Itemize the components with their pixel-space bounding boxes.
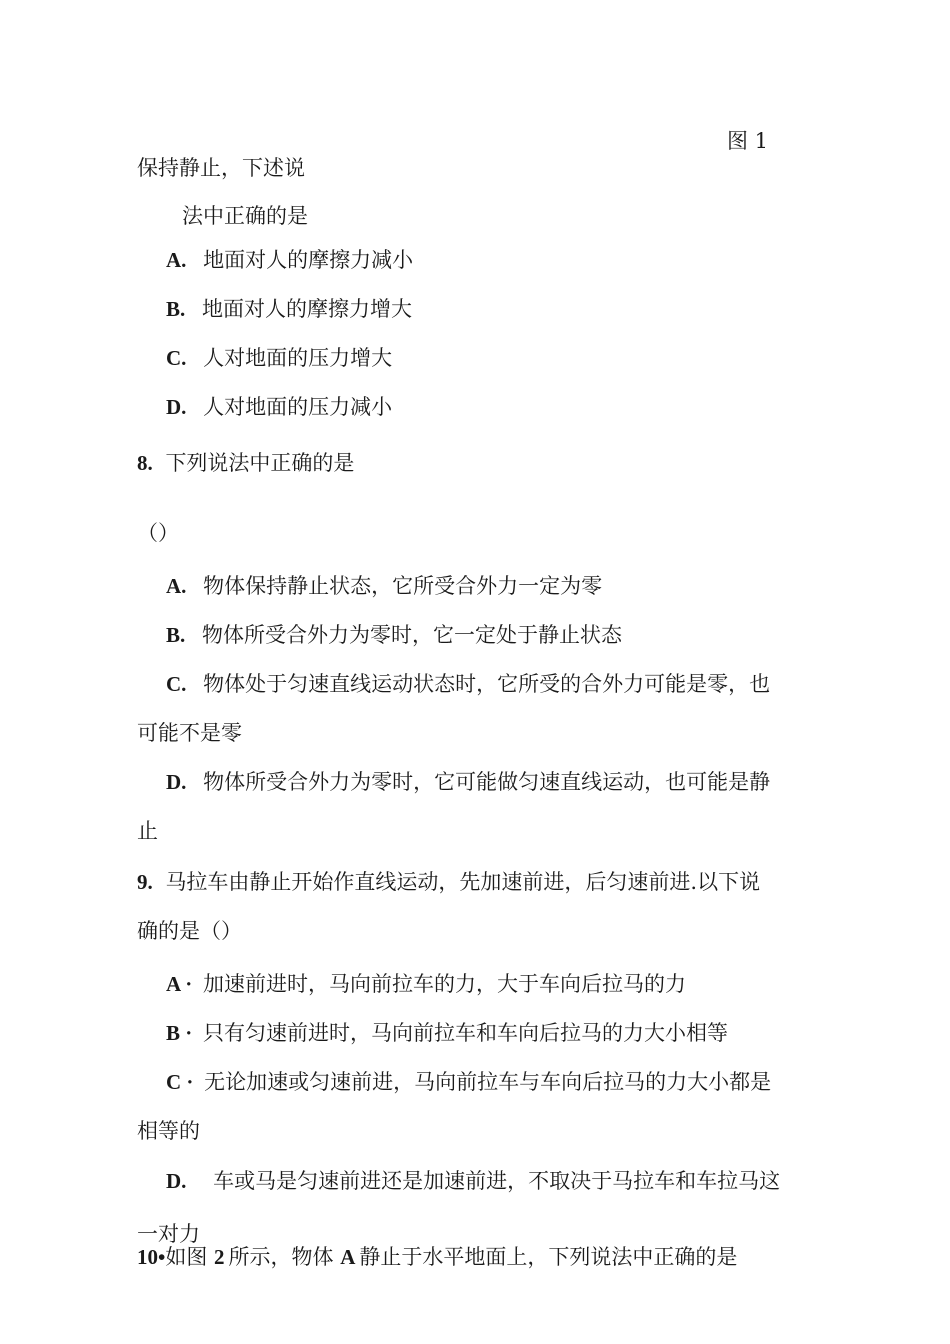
- option-label: B.: [166, 297, 186, 321]
- q8-option-c-continuation: 可能不是零: [137, 721, 242, 745]
- q8-option-d-continuation: 止: [137, 819, 158, 843]
- q9-stem-line2: 确的是（）: [137, 919, 242, 943]
- option-label: A.: [166, 574, 187, 598]
- q7-option-d[interactable]: [166, 394, 392, 420]
- q8-option-d[interactable]: [166, 769, 770, 795]
- option-text: 人对地面的压力减小: [203, 395, 393, 419]
- option-text: 车或马是匀速前进还是加速前进，不取决于马拉车和车拉马这: [213, 1169, 781, 1193]
- option-label: A ·: [166, 972, 193, 996]
- option-text: 加速前进时，马向前拉车的力，大于车向后拉马的力: [202, 972, 686, 996]
- question-number: 8.: [137, 451, 153, 475]
- option-label: B ·: [166, 1021, 193, 1045]
- option-text: 无论加速或匀速前进，马向前拉车与车向后拉马的力大小都是: [204, 1070, 772, 1094]
- q8-option-b[interactable]: [166, 622, 622, 648]
- q9-option-a[interactable]: [166, 971, 686, 997]
- q8-option-c[interactable]: [166, 671, 770, 697]
- option-text: 人对地面的压力增大: [203, 346, 393, 370]
- q9-stem-line1: [137, 869, 760, 895]
- q7-option-c[interactable]: [166, 345, 392, 371]
- option-label: C ·: [166, 1070, 194, 1094]
- q8-option-a[interactable]: [166, 573, 602, 599]
- option-label: A.: [166, 248, 187, 272]
- q7-stem-line2: 法中正确的是: [182, 204, 308, 228]
- option-text: 物体所受合外力为零时，它可能做匀速直线运动，也可能是静: [203, 770, 771, 794]
- q7-option-a[interactable]: [166, 247, 413, 273]
- option-label: C.: [166, 346, 187, 370]
- q9-option-c-continuation: 相等的: [137, 1119, 200, 1143]
- q9-option-b[interactable]: [166, 1020, 728, 1046]
- question-stem-part: 所示，物体: [228, 1245, 334, 1269]
- q10-stem: [137, 1244, 737, 1270]
- option-text: 物体处于匀速直线运动状态时，它所受的合外力可能是零，也: [203, 672, 771, 696]
- q9-option-c[interactable]: [166, 1069, 771, 1095]
- object-label: A: [340, 1245, 356, 1269]
- option-text: 地面对人的摩擦力减小: [203, 248, 414, 272]
- q8-stem: [137, 450, 354, 476]
- option-label: C.: [166, 672, 187, 696]
- option-text: 地面对人的摩擦力增大: [201, 297, 412, 321]
- q7-stem-line1: 保持静止，下述说: [137, 156, 305, 180]
- question-stem: 马拉车由静止开始作直线运动，先加速前进，后匀速前进.以下说: [165, 870, 761, 894]
- figure-reference: 2: [214, 1245, 225, 1269]
- question-stem: 下列说法中正确的是: [165, 451, 355, 475]
- option-label: D.: [166, 395, 187, 419]
- question-stem-part: 静止于水平地面上，下列说法中正确的是: [359, 1245, 738, 1269]
- option-text: 只有匀速前进时，马向前拉车和车向后拉马的力大小相等: [202, 1021, 728, 1045]
- option-text: 物体保持静止状态，它所受合外力一定为零: [203, 574, 603, 598]
- q7-option-b[interactable]: [166, 296, 412, 322]
- q8-answer-blank: （）: [137, 521, 179, 545]
- option-text: 物体所受合外力为零时，它一定处于静止状态: [201, 623, 622, 647]
- question-stem-part: 如图: [165, 1245, 208, 1269]
- figure-label: 图 1: [727, 129, 769, 153]
- option-label: D.: [166, 1169, 187, 1193]
- option-label: B.: [166, 623, 186, 647]
- question-number: 9.: [137, 870, 153, 894]
- q9-option-d-continuation: 一对力: [137, 1222, 200, 1246]
- q9-option-d[interactable]: [166, 1168, 780, 1194]
- question-number: 10•: [137, 1245, 166, 1269]
- option-label: D.: [166, 770, 187, 794]
